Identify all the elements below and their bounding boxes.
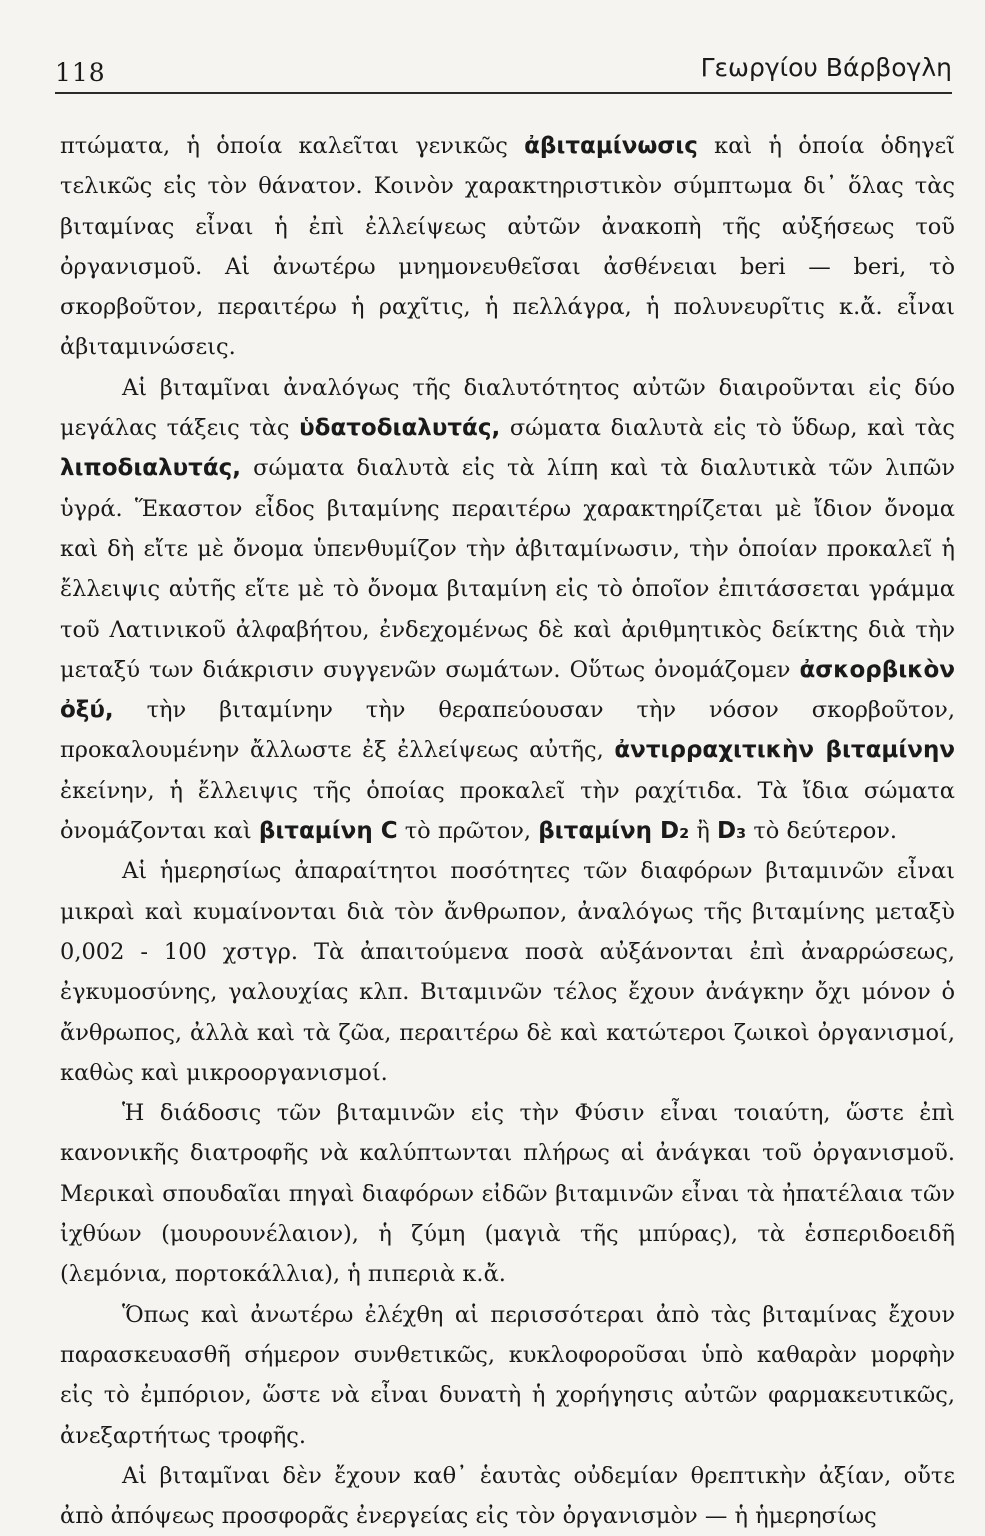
bold-term: ὑδατοδιαλυτάς, [299,415,501,442]
text-run: ἢ [689,818,718,845]
text-run: Αἱ βιταμῖναι δὲν ἔχουν καθ᾿ ἑαυτὰς οὐδεμίαν θρεπτικὴν ἀξίαν, οὔτε ἀπὸ ἀπόψεως προσφορᾶς ἐνεργείας εἰς τὸν ὀργανισμὸν — ἡ ἡμερησίως [60,1462,955,1530]
page-number: 118 [55,58,106,87]
bold-term: βιταμίνη D₂ [538,818,690,845]
text-run: τὸ πρῶτον, [397,818,539,845]
bold-term: λιποδιαλυτάς, [60,455,242,482]
text-run: ἐκείνην, ἡ ἔλλειψις τῆς ὁποίας προκαλεῖ τὴν ραχίτιδα. Τὰ ἴδια σώματα ὀνομάζονται καὶ [60,777,955,845]
text-run: τὴν βιταμίνην τὴν θεραπεύουσαν τὴν νόσον σκορβοῦτον, προκαλουμένην ἄλλωστε ἐξ ἐλλείψεως αὐτῆς, [60,697,955,764]
body-text [60,126,955,1536]
text-run: Ὅπως καὶ ἀνωτέρω ἐλέχθη αἱ περισσότεραι ἀπὸ τὰς βιταμίνας ἔχουν παρασκευασθῆ σήμερον συνθετικῶς, κυκλοφοροῦσαι ὑπὸ καθαρὰν μορφὴν εἰς τὸ ἐμπόριον, ὥστε νὰ εἶναι δυνατὴ ἡ χορήγησις αὐτῶν φαρμακευτικῶς, ἀνεξαρτήτως τροφῆς. [60,1301,955,1449]
text-run: Ἡ διάδοσις τῶν βιταμινῶν εἰς τὴν Φύσιν εἶναι τοιαύτη, ὥστε ἐπὶ κανονικῆς διατροφῆς νὰ καλύπτωνται πλήρως αἱ ἀνάγκαι τοῦ ὀργανισμοῦ. Μερικαὶ σπουδαῖαι πηγαὶ διαφόρων εἰδῶν βιταμινῶν εἶναι τὰ ἠπατέλαια τῶν ἰχθύων (μουρουνέλαιον), ἡ ζύμη (μαγιὰ τῆς μπύρας), τὰ ἑσπεριδοειδῆ (λεμόνια, πορτοκάλλια), ἡ πιπεριὰ κ.ἄ. [60,1100,955,1288]
text-run: Αἱ ἡμερησίως ἀπαραίτητοι ποσότητες τῶν διαφόρων βιταμινῶν εἶναι μικραὶ καὶ κυμαίνονται διὰ τὸν ἄνθρωπον, ἀναλόγως τῆς βιταμίνης μεταξὺ 0,002 - 100 χστγρ. Τὰ ἀπαιτούμενα ποσὰ αὐξάνονται ἐπὶ ἀναρρώσεως, ἐγκυμοσύνης, γαλουχίας κλπ. Βιταμινῶν τέλος ἔχουν ἀνάγκην ὄχι μόνον ὁ ἄνθρωπος, ἀλλὰ καὶ τὰ ζῶα, περαιτέρω δὲ καὶ κατώτεροι ζωικοὶ ὀργανισμοί, καθὼς καὶ μικροοργανισμοί. [60,858,955,1086]
running-title: Γεωργίου Βάρβογλη [700,53,952,82]
paragraph [60,1295,955,1456]
text-run: σώματα διαλυτὰ εἰς τὰ λίπη καὶ τὰ διαλυτικὰ τῶν λιπῶν ὑγρά. Ἕκαστον εἶδος βιταμίνης περαιτέρω χαρακτηρίζεται μὲ ἴδιον ὄνομα καὶ δὴ εἴτε μὲ ὄνομα ὑπενθυμίζον τὴν ἀβιταμίνωσιν, τὴν ὁποίαν προκαλεῖ ἡ ἔλλειψις αὐτῆς εἴτε μὲ τὸ ὄνομα βιταμίνη εἰς τὸ ὁποῖον ἐπιτάσσεται γράμμα τοῦ Λατινικοῦ ἀλφαβήτου, ἐνδεχομένως δὲ καὶ ἀριθμητικὸς δείκτης διὰ τὴν μεταξύ των διάκρισιν συγγενῶν σωμάτων. Οὕτως ὀνομάζομεν [60,455,955,683]
bold-term: D₃ [717,818,747,845]
page-header [55,48,952,94]
paragraph [60,851,955,1093]
text-run: σώματα διαλυτὰ εἰς τὸ ὕδωρ, καὶ τὰς [500,415,956,442]
paragraph [60,1093,955,1294]
bold-term: ἀβιταμίνωσις [524,133,698,159]
text-run: καὶ ἡ ὁποία ὁδηγεῖ τελικῶς εἰς τὸν θάνατον. Κοινὸν χαρακτηριστικὸν σύμπτωμα δι᾿ ὅλας τὰς βιταμίνας εἶναι ἡ ἐπὶ ἐλλείψεως αὐτῶν ἀνακοπὴ τῆς αὐξήσεως τοῦ ὀργανισμοῦ. Αἱ ἀνωτέρω μνημονευθεῖσαι ἀσθένειαι beri — beri, τὸ σκορβοῦτον, περαιτέρω ἡ ραχῖτις, ἡ πελλάγρα, ἡ πολυνευρῖτις κ.ἄ. εἶναι ἀβιταμινώσεις. [60,133,955,361]
text-run: τὸ δεύτερον. [746,818,898,845]
paragraph [60,368,955,852]
paragraph [60,126,955,368]
bold-term: ἀντιρραχιτικὴν βιταμίνην [614,737,955,764]
bold-term: ἀσκορβικὸν ὀξύ, [60,656,955,724]
text-run: Αἱ βιταμῖναι ἀναλόγως τῆς διαλυτότητος αὐτῶν διαιροῦνται εἰς δύο μεγάλας τάξεις τὰς [60,374,955,442]
paragraph [60,1456,955,1536]
text-run: πτώματα, ἡ ὁποία καλεῖται γενικῶς [60,133,525,159]
header-rule [55,92,952,94]
bold-term: βιταμίνη C [258,818,398,845]
